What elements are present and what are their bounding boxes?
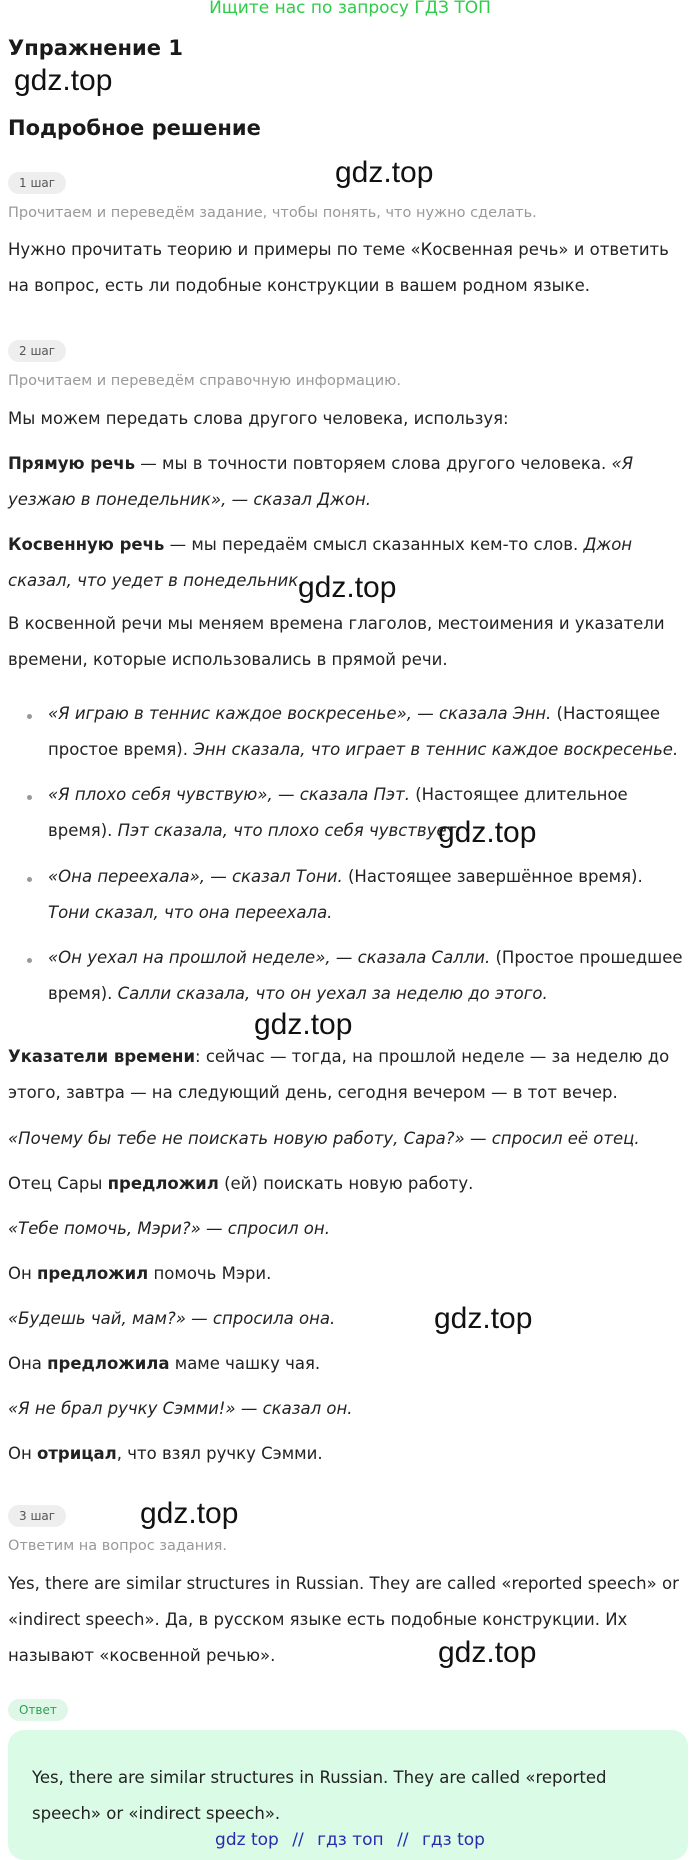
bullet-icon bbox=[27, 877, 32, 882]
step-badge: 3 шаг bbox=[8, 1505, 66, 1527]
watermark: gdz.top bbox=[254, 1008, 353, 1041]
step-text: Yes, there are similar structures in Russian. They are called «reported speech» or «indirect speech». Да, в русском языке есть подобные конструкции. Их называют «косвенной речью». bbox=[8, 1574, 679, 1665]
answer-badge: Ответ bbox=[8, 1699, 68, 1721]
list-item-text bbox=[48, 940, 688, 1012]
definition: — мы передаём смысл сказанных кем-то слов. bbox=[164, 535, 584, 554]
footer-link[interactable]: гдз top bbox=[421, 1830, 485, 1850]
watermark: gdz.top bbox=[438, 1636, 537, 1669]
footer-link[interactable]: гдз топ bbox=[317, 1830, 384, 1850]
example: «Она переехала», — сказал Тони. bbox=[48, 867, 343, 886]
solution-heading: Подробное решение bbox=[8, 116, 261, 140]
definition: — мы в точности повторяем слова другого человека. bbox=[135, 454, 612, 473]
step-badge: 2 шаг bbox=[8, 340, 66, 362]
reporting-verb: отрицал bbox=[37, 1444, 117, 1463]
page-title: Упражнение 1 bbox=[8, 36, 183, 60]
text: маме чашку чая. bbox=[169, 1354, 321, 1373]
text: Он bbox=[8, 1444, 38, 1463]
list-item-text bbox=[48, 696, 688, 768]
reported-sentence bbox=[8, 1444, 323, 1463]
time-markers-text bbox=[8, 1039, 688, 1111]
text: , что взял ручку Сэмми. bbox=[116, 1444, 323, 1463]
example: «Почему бы тебе не поискать новую работу, Сара?» — спросил её отец. bbox=[8, 1129, 640, 1148]
example: «Я плохо себя чувствую», — сказала Пэт. bbox=[48, 785, 410, 804]
tense-label: (Настоящее длительное время). bbox=[48, 785, 628, 840]
footer-separator: // bbox=[397, 1830, 409, 1850]
list-item-text bbox=[48, 859, 688, 931]
example: Салли сказала, что он уехал за неделю до этого. bbox=[117, 984, 548, 1003]
watermark: gdz.top bbox=[298, 571, 397, 604]
text: Отец Сары bbox=[8, 1174, 108, 1193]
watermark: gdz.top bbox=[140, 1497, 239, 1530]
watermark: gdz.top bbox=[434, 1302, 533, 1335]
changes-text: В косвенной речи мы меняем времена глаголов, местоимения и указатели времени, которые использовались в прямой речи. bbox=[8, 614, 665, 669]
term: Косвенную речь bbox=[8, 535, 165, 554]
example: «Будешь чай, мам?» — спросила она. bbox=[8, 1309, 336, 1328]
reported-sentence bbox=[8, 1354, 320, 1373]
example-sentence bbox=[8, 1309, 335, 1328]
footer-separator: // bbox=[292, 1830, 304, 1850]
text: (ей) поискать новую работу. bbox=[218, 1174, 474, 1193]
example: Пэт сказала, что плохо себя чувствует. bbox=[117, 821, 462, 840]
example: «Я играю в теннис каждое воскресенье», — сказала Энн. bbox=[48, 704, 552, 723]
bullet-icon bbox=[27, 795, 32, 800]
step-text: Нужно прочитать теорию и примеры по теме «Косвенная речь» и ответить на вопрос, есть ли подобные конструкции в вашем родном языке. bbox=[8, 240, 669, 295]
reporting-verb: предложил bbox=[37, 1264, 149, 1283]
text: Он bbox=[8, 1264, 38, 1283]
example: «Он уехал на прошлой неделе», — сказала Салли. bbox=[48, 948, 491, 967]
definition: : сейчас — тогда, на прошлой неделе — за неделю до этого, завтра — на следующий день, сегодня вечером — в тот вечер. bbox=[8, 1047, 670, 1102]
reported-sentence bbox=[8, 1264, 271, 1283]
watermark: gdz.top bbox=[438, 816, 537, 849]
list-item-text bbox=[48, 777, 688, 849]
reporting-verb: предложил bbox=[107, 1174, 219, 1193]
answer-text: Yes, there are similar structures in Russian. They are called «reported speech» or «indirect speech». bbox=[32, 1768, 607, 1823]
example-sentence bbox=[8, 1129, 640, 1148]
bullet-icon bbox=[27, 714, 32, 719]
term: Прямую речь bbox=[8, 454, 136, 473]
tense-label: (Простое прошедшее время). bbox=[48, 948, 683, 1003]
bullet-icon bbox=[27, 958, 32, 963]
step-note: Прочитаем и переведём задание, чтобы понять, что нужно сделать. bbox=[8, 205, 537, 221]
step-note: Прочитаем и переведём справочную информацию. bbox=[8, 373, 402, 389]
example-sentence bbox=[8, 1399, 353, 1418]
example: Энн сказала, что играет в теннис каждое воскресенье. bbox=[193, 740, 679, 759]
example-sentence bbox=[8, 1219, 330, 1238]
text: Она bbox=[8, 1354, 48, 1373]
watermark: gdz.top bbox=[335, 156, 434, 189]
example: Тони сказал, что она переехала. bbox=[48, 903, 333, 922]
reporting-verb: предложила bbox=[47, 1354, 170, 1373]
example: «Я уезжаю в понедельник», — сказал Джон. bbox=[8, 454, 634, 509]
term: Указатели времени bbox=[8, 1047, 196, 1066]
tense-label: (Настоящее простое время). bbox=[48, 704, 661, 759]
text: помочь Мэри. bbox=[148, 1264, 272, 1283]
example: «Тебе помочь, Мэри?» — спросил он. bbox=[8, 1219, 330, 1238]
footer-link[interactable]: gdz top bbox=[215, 1830, 279, 1850]
reported-sentence bbox=[8, 1174, 473, 1193]
example: «Я не брал ручку Сэмми!» — сказал он. bbox=[8, 1399, 353, 1418]
direct-speech-definition bbox=[8, 446, 688, 518]
example: Джон сказал, что уедет в понедельник. bbox=[8, 535, 633, 590]
footer-links bbox=[0, 1830, 700, 1850]
tense-label: (Настоящее завершённое время). bbox=[342, 867, 643, 886]
intro-text: Мы можем передать слова другого человека, используя: bbox=[8, 409, 509, 428]
watermark: gdz.top bbox=[14, 64, 113, 97]
top-banner-link[interactable]: Ищите нас по запросу ГДЗ ТОП bbox=[209, 0, 491, 18]
step-badge: 1 шаг bbox=[8, 172, 66, 194]
step-note: Ответим на вопрос задания. bbox=[8, 1538, 228, 1554]
